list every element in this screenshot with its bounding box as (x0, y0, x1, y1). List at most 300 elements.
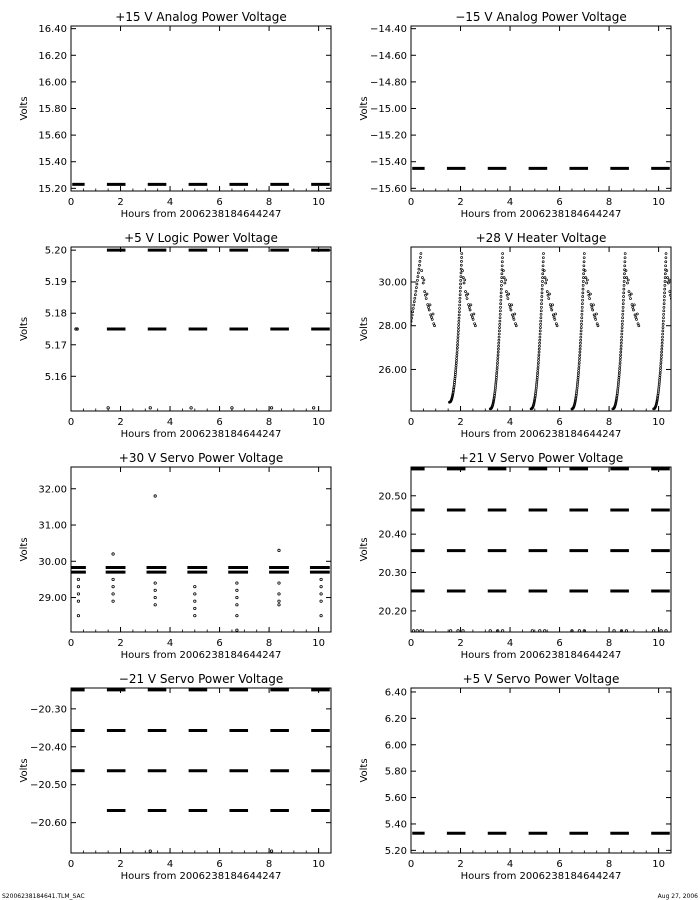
data-point (429, 304, 431, 306)
data-point (677, 313, 679, 315)
data-point (669, 291, 671, 293)
y-tick-label: −14.60 (369, 50, 407, 62)
data-point (664, 292, 666, 294)
data-point (595, 313, 597, 315)
y-tick-label: −15.20 (369, 130, 407, 142)
data-point (580, 323, 582, 325)
data-point (624, 261, 626, 263)
data-point (413, 304, 415, 306)
data-point (77, 593, 79, 595)
data-point (471, 314, 473, 316)
data-point (470, 304, 472, 306)
data-point (154, 596, 156, 598)
data-point (387, 396, 389, 398)
data-point (154, 495, 156, 497)
data-point (77, 614, 79, 616)
data-point (320, 593, 322, 595)
footer-date: Aug 27, 2006 (657, 893, 698, 900)
data-point (662, 317, 664, 319)
data-point (660, 365, 662, 367)
data-point (496, 367, 498, 369)
data-point (504, 282, 506, 284)
data-point (430, 316, 432, 318)
data-point (660, 367, 662, 369)
data-point (496, 374, 498, 376)
data-point (495, 383, 497, 385)
data-point (420, 630, 422, 632)
x-tick-label: 4 (506, 638, 514, 649)
y-tick-label: 31.00 (38, 520, 67, 532)
data-point (665, 257, 667, 259)
x-tick-label: 0 (407, 638, 415, 649)
data-point (617, 385, 619, 387)
y-tick-label: 15.40 (38, 157, 67, 169)
data-point (674, 304, 676, 306)
x-tick-label: 2 (117, 859, 124, 870)
data-point (270, 407, 272, 409)
data-point (578, 630, 580, 632)
data-point (581, 320, 583, 322)
data-point (539, 333, 541, 335)
data-point (393, 387, 395, 389)
data-point (661, 339, 663, 341)
data-point (467, 293, 469, 295)
y-tick-label: −20.40 (29, 742, 67, 754)
data-point (581, 313, 583, 315)
plot-frame (411, 26, 671, 191)
data-point (431, 318, 433, 320)
data-point (388, 395, 390, 397)
x-tick-label: 2 (457, 638, 464, 649)
x-axis-label: Hours from 2006238184644247 (120, 650, 282, 661)
data-point (408, 333, 410, 335)
x-tick-label: 10 (312, 197, 325, 208)
data-point (405, 347, 407, 349)
data-point (468, 306, 470, 308)
data-point (413, 301, 415, 303)
data-point (660, 359, 662, 361)
data-point (495, 381, 497, 383)
data-point (501, 265, 503, 267)
data-point (662, 330, 664, 332)
data-point (537, 372, 539, 374)
data-point (416, 279, 418, 281)
data-point (592, 304, 594, 306)
data-point (622, 306, 624, 308)
x-tick-label: 8 (265, 197, 273, 208)
data-point (581, 306, 583, 308)
data-point (578, 367, 580, 369)
chart-title: −15 V Analog Power Voltage (455, 10, 627, 24)
data-point (627, 279, 629, 281)
data-point (659, 374, 661, 376)
data-point (580, 339, 582, 341)
data-point (454, 374, 456, 376)
x-tick-label: 10 (652, 417, 665, 428)
data-point (458, 317, 460, 319)
data-point (389, 394, 391, 396)
data-point (500, 306, 502, 308)
data-point (582, 299, 584, 301)
data-point (537, 362, 539, 364)
data-point (542, 253, 544, 255)
y-tick-label: −20.60 (29, 818, 67, 830)
x-tick-label: 8 (605, 197, 613, 208)
data-point (536, 383, 538, 385)
data-point (546, 279, 548, 281)
data-point (449, 630, 451, 632)
data-point (418, 264, 420, 266)
data-point (501, 281, 503, 283)
data-point (154, 582, 156, 584)
data-layer (410, 469, 670, 632)
data-point (661, 345, 663, 347)
x-tick-label: 2 (457, 197, 464, 208)
data-point (390, 393, 392, 395)
data-point (414, 297, 416, 299)
data-point (404, 350, 406, 352)
y-tick-label: 6.00 (384, 740, 407, 752)
data-point (154, 589, 156, 591)
data-point (498, 339, 500, 341)
data-point (583, 265, 585, 267)
data-point (403, 357, 405, 359)
data-point (112, 578, 114, 580)
y-tick-label: 6.40 (384, 687, 407, 699)
data-point (194, 614, 196, 616)
data-point (456, 357, 458, 359)
data-point (581, 303, 583, 305)
data-point (455, 360, 457, 362)
data-point (194, 585, 196, 587)
data-point (505, 291, 507, 293)
data-point (539, 330, 541, 332)
x-tick-label: 10 (312, 417, 325, 428)
data-point (501, 261, 503, 263)
data-point (586, 282, 588, 284)
data-point (509, 306, 511, 308)
y-tick-label: 16.40 (38, 24, 67, 36)
data-point (461, 253, 463, 255)
data-point (463, 282, 465, 284)
y-tick-label: 5.18 (44, 308, 67, 320)
data-point (459, 290, 461, 292)
data-point (471, 316, 473, 318)
data-point (406, 341, 408, 343)
data-point (503, 277, 505, 279)
data-point (623, 281, 625, 283)
data-point (411, 314, 413, 316)
data-point (456, 355, 458, 357)
data-point (663, 296, 665, 298)
data-point (473, 313, 475, 315)
x-tick-label: 2 (117, 197, 124, 208)
x-axis-label: Hours from 2006238184644247 (460, 429, 622, 440)
data-point (511, 304, 513, 306)
y-tick-label: 5.20 (384, 845, 407, 857)
data-point (455, 371, 457, 373)
data-point (660, 630, 662, 632)
data-point (583, 253, 585, 255)
data-point (406, 344, 408, 346)
data-point (414, 294, 416, 296)
chart-title: +5 V Servo Power Voltage (462, 672, 620, 686)
data-point (466, 298, 468, 300)
data-point (666, 270, 668, 272)
data-point (579, 348, 581, 350)
data-point (320, 600, 322, 602)
data-point (540, 323, 542, 325)
data-point (496, 372, 498, 374)
data-point (552, 304, 554, 306)
data-point (661, 351, 663, 353)
data-point (659, 370, 661, 372)
data-point (499, 310, 501, 312)
data-point (391, 390, 393, 392)
data-point (77, 578, 79, 580)
y-tick-label: 5.19 (44, 277, 67, 289)
data-point (620, 339, 622, 341)
data-point (455, 362, 457, 364)
data-point (112, 585, 114, 587)
data-point (458, 314, 460, 316)
data-point (591, 306, 593, 308)
data-point (423, 279, 425, 281)
data-point (457, 630, 459, 632)
y-tick-label: 6.20 (384, 713, 407, 725)
data-point (416, 283, 418, 285)
data-point (620, 351, 622, 353)
data-point (511, 314, 513, 316)
data-point (508, 293, 510, 295)
data-point (678, 323, 680, 325)
data-point (499, 327, 501, 329)
x-axis-label: Hours from 2006238184644247 (120, 209, 282, 220)
x-tick-label: 2 (117, 638, 124, 649)
data-point (593, 314, 595, 316)
data-point (236, 589, 238, 591)
data-point (537, 367, 539, 369)
data-point (618, 372, 620, 374)
data-point (391, 391, 393, 393)
data-point (577, 374, 579, 376)
y-axis-label: Volts (19, 537, 30, 562)
data-point (460, 283, 462, 285)
data-point (619, 370, 621, 372)
data-point (673, 306, 675, 308)
data-point (592, 309, 594, 311)
data-point (419, 257, 421, 259)
data-point (458, 324, 460, 326)
data-point (581, 317, 583, 319)
data-point (583, 273, 585, 275)
data-point (461, 257, 463, 259)
data-point (394, 383, 396, 385)
y-axis-label: Volts (359, 537, 370, 562)
data-point (456, 347, 458, 349)
data-point (412, 311, 414, 313)
data-point (513, 318, 515, 320)
data-point (661, 342, 663, 344)
data-point (531, 630, 533, 632)
data-point (455, 365, 457, 367)
data-point (577, 372, 579, 374)
data-point (617, 383, 619, 385)
data-point (578, 359, 580, 361)
data-point (472, 318, 474, 320)
data-point (540, 313, 542, 315)
y-tick-label: 30.00 (38, 556, 67, 568)
data-point (619, 359, 621, 361)
data-point (580, 327, 582, 329)
data-point (665, 253, 667, 255)
data-point (585, 277, 587, 279)
data-point (459, 301, 461, 303)
data-point (576, 385, 578, 387)
data-point (107, 407, 109, 409)
data-point (278, 600, 280, 602)
data-point (623, 277, 625, 279)
data-point (395, 381, 397, 383)
data-point (455, 367, 457, 369)
data-point (594, 316, 596, 318)
data-point (459, 294, 461, 296)
data-point (190, 407, 192, 409)
y-tick-label: −14.40 (369, 24, 407, 36)
data-point (619, 357, 621, 359)
data-point (407, 338, 409, 340)
data-point (664, 277, 666, 279)
data-point (456, 352, 458, 354)
y-axis-label: Volts (359, 316, 370, 342)
y-tick-label: 16.20 (38, 50, 67, 62)
data-point (500, 292, 502, 294)
data-point (465, 291, 467, 293)
data-point (552, 314, 554, 316)
y-tick-label: 5.20 (44, 245, 67, 257)
y-tick-label: 20.20 (378, 606, 407, 618)
data-point (660, 354, 662, 356)
data-point (618, 381, 620, 383)
x-tick-label: 4 (506, 417, 514, 428)
data-point (659, 377, 661, 379)
data-point (577, 379, 579, 381)
data-point (620, 348, 622, 350)
y-tick-label: 15.60 (38, 130, 67, 142)
data-point (497, 357, 499, 359)
data-point (460, 260, 462, 262)
data-point (554, 318, 556, 320)
data-point (194, 593, 196, 595)
data-point (458, 311, 460, 313)
data-point (629, 298, 631, 300)
chart-panel (359, 451, 671, 661)
data-point (236, 582, 238, 584)
data-point (631, 304, 633, 306)
data-point (402, 360, 404, 362)
data-point (537, 365, 539, 367)
data-point (540, 320, 542, 322)
x-tick-label: 6 (216, 638, 223, 649)
data-point (460, 272, 462, 274)
data-point (464, 279, 466, 281)
y-axis-label: Volts (359, 96, 370, 121)
plot-frame (411, 247, 671, 411)
data-point (514, 313, 516, 315)
chart-panel (19, 451, 331, 661)
data-point (538, 359, 540, 361)
data-point (426, 293, 428, 295)
data-point (231, 407, 233, 409)
y-axis-label: Volts (19, 96, 30, 121)
x-axis-label: Hours from 2006238184644247 (120, 429, 282, 440)
data-point (112, 553, 114, 555)
data-point (459, 304, 461, 306)
data-point (538, 357, 540, 359)
data-point (499, 313, 501, 315)
data-point (412, 630, 414, 632)
data-point (622, 317, 624, 319)
data-point (590, 304, 592, 306)
data-point (499, 317, 501, 319)
data-point (417, 272, 419, 274)
data-point (515, 325, 517, 327)
x-tick-label: 0 (67, 417, 75, 428)
y-tick-label: 32.00 (38, 484, 67, 496)
y-tick-label: 20.30 (378, 568, 407, 580)
data-point (422, 282, 424, 284)
data-point (541, 299, 543, 301)
data-point (541, 292, 543, 294)
plot-frame (71, 26, 331, 191)
data-point (662, 320, 664, 322)
data-point (499, 320, 501, 322)
data-point (625, 270, 627, 272)
data-point (496, 365, 498, 367)
data-point (320, 578, 322, 580)
data-point (270, 850, 272, 852)
data-point (578, 370, 580, 372)
data-point (582, 284, 584, 286)
data-point (638, 325, 640, 327)
data-point (541, 288, 543, 290)
data-point (502, 253, 504, 255)
x-tick-label: 4 (166, 197, 174, 208)
data-point (546, 291, 548, 293)
data-point (583, 257, 585, 259)
chart-panel (19, 231, 331, 440)
data-point (578, 362, 580, 364)
data-point (623, 292, 625, 294)
data-point (544, 630, 546, 632)
y-axis-label: Volts (359, 758, 370, 783)
data-point (636, 318, 638, 320)
x-tick-label: 6 (556, 197, 563, 208)
data-point (458, 327, 460, 329)
data-point (462, 270, 464, 272)
data-point (469, 309, 471, 311)
chart-panel (359, 10, 671, 220)
data-point (668, 279, 670, 281)
data-point (536, 377, 538, 379)
x-tick-label: 0 (407, 417, 415, 428)
data-point (538, 351, 540, 353)
x-tick-label: 0 (67, 859, 75, 870)
data-point (672, 304, 674, 306)
x-tick-label: 8 (605, 859, 613, 870)
data-point (424, 291, 426, 293)
data-point (621, 327, 623, 329)
